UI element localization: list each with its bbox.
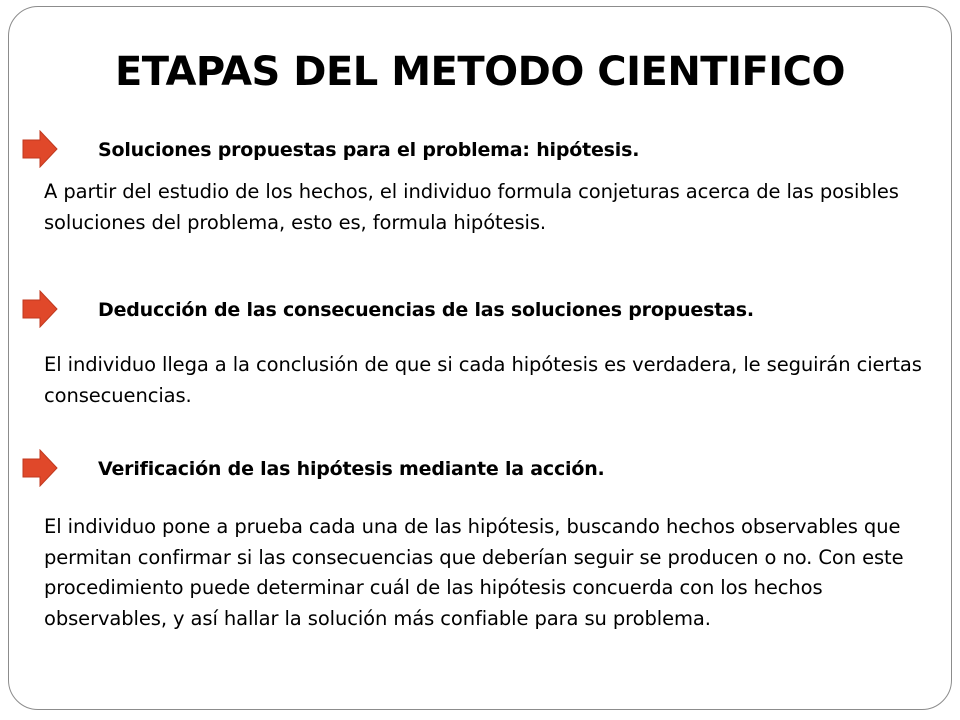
right-arrow-icon — [22, 290, 58, 328]
right-arrow-icon — [22, 449, 58, 487]
section-text-verification: El individuo pone a prueba cada una de las hipótesis, buscando hechos observables que permitan confirmar si las consecuencias que deberían seguir se producen o no. Con este procedimiento puede determinar cuál de las hipótesis concuerda con los hechos observables, y así hallar la solución más confiable para su problema. — [44, 515, 904, 630]
section-heading-deduction: Deducción de las consecuencias de las soluciones propuestas. — [98, 299, 754, 321]
section-heading-verification: Verificación de las hipótesis mediante la acción. — [98, 458, 605, 480]
slide-title: ETAPAS DEL METODO CIENTIFICO — [114, 49, 846, 95]
right-arrow-icon — [22, 130, 58, 168]
section-heading-hypothesis: Soluciones propuestas para el problema: hipótesis. — [98, 139, 640, 161]
section-text-deduction: El individuo llega a la conclusión de que si cada hipótesis es verdadera, le seguirán ciertas consecuencias. — [44, 353, 922, 407]
section-text-hypothesis: A partir del estudio de los hechos, el individuo formula conjeturas acerca de las posibles soluciones del problema, esto es, formula hipótesis. — [44, 180, 899, 234]
